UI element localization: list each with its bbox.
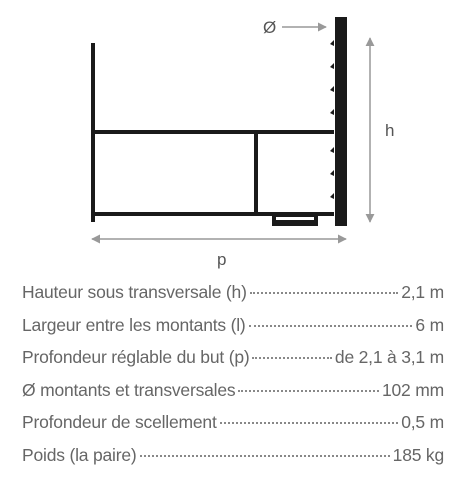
- spec-value: 2,1 m: [401, 282, 444, 302]
- spec-value: 6 m: [415, 314, 444, 335]
- goal-frame: [93, 17, 341, 226]
- spec-value: 102 mm: [381, 379, 444, 400]
- spec-value: de 2,1 à 3,1 m: [334, 347, 444, 367]
- anchor-base-inner: [276, 217, 314, 220]
- net-hook: [330, 193, 334, 199]
- dot-leader: [252, 357, 331, 359]
- dot-leader: [249, 325, 413, 327]
- depth-label: p: [217, 250, 227, 269]
- spec-value: 0,5 m: [401, 412, 444, 432]
- spec-row-anchoring-depth: [22, 412, 444, 445]
- height-label: h: [385, 121, 395, 140]
- dot-leader: [140, 455, 390, 457]
- spec-label: Hauteur sous transversale (h): [22, 282, 247, 302]
- spec-label: Profondeur de scellement: [22, 412, 217, 432]
- spec-row-depth: [22, 347, 444, 380]
- spec-label: Poids (la paire): [22, 444, 137, 465]
- spec-row-width: [22, 315, 444, 348]
- dot-leader: [238, 390, 379, 392]
- net-hook: [330, 63, 334, 69]
- net-hooks: [330, 40, 334, 199]
- net-hook: [330, 170, 334, 176]
- spec-row-height: [22, 282, 444, 315]
- spec-row-diameter: [22, 380, 444, 413]
- spec-row-weight: [22, 445, 444, 478]
- spec-label: Ø montants et transversales: [22, 379, 236, 400]
- dot-leader: [220, 422, 399, 424]
- diameter-label: Ø: [263, 18, 277, 37]
- net-hook: [330, 147, 334, 153]
- dot-leader: [250, 292, 399, 294]
- spec-label: Profondeur réglable du but (p): [22, 347, 250, 367]
- net-hook: [330, 40, 334, 46]
- spec-label: Largeur entre les montants (l): [22, 314, 246, 335]
- net-hook: [330, 86, 334, 92]
- specifications-list: [22, 282, 444, 477]
- spec-value: 185 kg: [392, 444, 444, 465]
- net-hook: [330, 109, 334, 115]
